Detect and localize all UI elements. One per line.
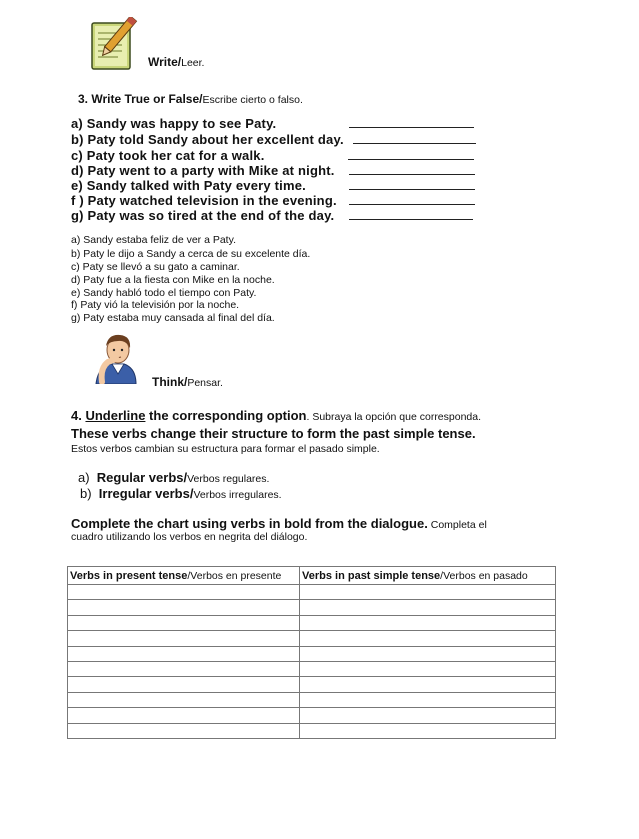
past-verb-cell[interactable] (300, 646, 556, 661)
answer-blank-f[interactable] (349, 204, 475, 205)
exercise3-heading: 3. Write True or False/Escribe cierto o falso. (78, 92, 303, 106)
translation-d: d) Paty fue a la fiesta con Mike en la noche. (71, 274, 275, 286)
past-verb-cell[interactable] (300, 708, 556, 723)
present-verb-cell[interactable] (68, 708, 300, 723)
present-verb-cell[interactable] (68, 692, 300, 707)
table-row (68, 708, 556, 723)
statement-b: b) Paty told Sandy about her excellent day. (71, 132, 344, 147)
table-row (68, 677, 556, 692)
table-row (68, 631, 556, 646)
translation-f: f) Paty vió la televisión por la noche. (71, 299, 240, 311)
table-row (68, 723, 556, 738)
statement-f: f ) Paty watched television in the evening. (71, 193, 337, 208)
col-present-header: Verbs in present tense/Verbos en presente (68, 567, 300, 585)
table-row (68, 692, 556, 707)
notepad-pencil-icon (88, 17, 140, 73)
statement-d: d) Paty went to a party with Mike at night. (71, 163, 335, 178)
table-row (68, 615, 556, 630)
thinking-person-icon (90, 332, 140, 384)
table-row (68, 600, 556, 615)
table-row (68, 661, 556, 676)
statement-g: g) Paty was so tired at the end of the day. (71, 208, 335, 223)
chart-instruction: Complete the chart using verbs in bold from the dialogue. Completa el (71, 516, 487, 531)
chart-instruction-cont: cuadro utilizando los verbos en negrita del diálogo. (71, 531, 308, 543)
exercise4-subheading: These verbs change their structure to form the past simple tense. (71, 426, 476, 441)
statement-c: c) Paty took her cat for a walk. (71, 148, 265, 163)
translation-g: g) Paty estaba muy cansada al final del día. (71, 312, 275, 324)
translation-e: e) Sandy habló todo el tiempo con Paty. (71, 287, 257, 299)
present-verb-cell[interactable] (68, 631, 300, 646)
present-verb-cell[interactable] (68, 723, 300, 738)
past-verb-cell[interactable] (300, 585, 556, 600)
col-past-header: Verbs in past simple tense/Verbos en pasado (300, 567, 556, 585)
answer-blank-a[interactable] (349, 127, 474, 128)
present-verb-cell[interactable] (68, 661, 300, 676)
present-verb-cell[interactable] (68, 677, 300, 692)
statement-e: e) Sandy talked with Paty every time. (71, 178, 306, 193)
answer-blank-d[interactable] (349, 174, 475, 175)
past-verb-cell[interactable] (300, 661, 556, 676)
write-title: Write/Leer. (148, 55, 205, 69)
translation-a: a) Sandy estaba feliz de ver a Paty. (71, 234, 236, 246)
underline-word: Underline (85, 408, 146, 423)
present-verb-cell[interactable] (68, 600, 300, 615)
table-row (68, 585, 556, 600)
exercise4-heading: 4. Underline the corresponding option. Subraya la opción que corresponda. (71, 408, 482, 423)
past-verb-cell[interactable] (300, 677, 556, 692)
answer-blank-e[interactable] (349, 189, 475, 190)
translation-b: b) Paty le dijo a Sandy a cerca de su excelente día. (71, 248, 311, 260)
past-verb-cell[interactable] (300, 600, 556, 615)
past-verb-cell[interactable] (300, 631, 556, 646)
table-row (68, 646, 556, 661)
past-verb-cell[interactable] (300, 723, 556, 738)
present-verb-cell[interactable] (68, 646, 300, 661)
chart-body (68, 585, 556, 739)
past-verb-cell[interactable] (300, 692, 556, 707)
answer-blank-c[interactable] (348, 159, 474, 160)
think-title: Think/Pensar. (152, 375, 223, 389)
exercise4-subheading-es: Estos verbos cambian su estructura para formar el pasado simple. (71, 443, 380, 455)
present-verb-cell[interactable] (68, 585, 300, 600)
answer-blank-g[interactable] (349, 219, 473, 220)
past-verb-cell[interactable] (300, 615, 556, 630)
statement-a: a) Sandy was happy to see Paty. (71, 116, 277, 131)
option-regular-verbs[interactable]: a) Regular verbs/Verbos regulares. (78, 470, 270, 485)
option-irregular-verbs[interactable]: b) Irregular verbs/Verbos irregulares. (80, 486, 282, 501)
answer-blank-b[interactable] (353, 143, 476, 144)
present-verb-cell[interactable] (68, 615, 300, 630)
translation-c: c) Paty se llevó a su gato a caminar. (71, 261, 240, 273)
verbs-chart (67, 566, 556, 739)
